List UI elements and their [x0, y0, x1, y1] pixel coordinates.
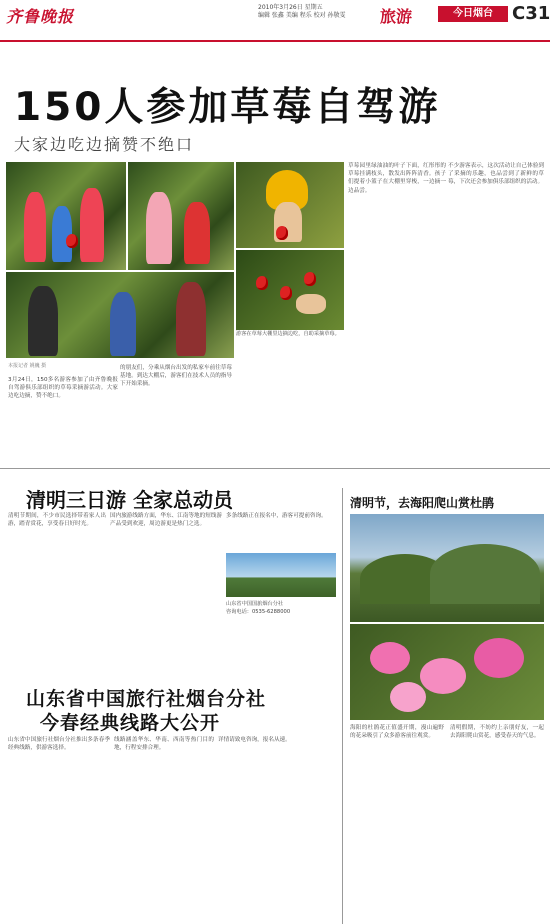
lead-body-col1: 3月24日，150多名游客参加了由齐鲁晚报自驾游俱乐部组织的草莓采摘游活动。大家边吃边摘，赞不绝口。 — [8, 377, 118, 400]
story3-title-line1: 山东省中国旅行社烟台分社 — [26, 688, 267, 710]
lead-body-col2: 的朋友们，分乘从烟台出发的私家车前往草莓基地。到达大棚后，游客们在技术人员的指导下开始采摘。 — [120, 365, 232, 388]
sidebar-body-col1: 海阳的杜鹃花正值盛开期，漫山遍野的花朵吸引了众多游客前往观赏。 — [350, 725, 444, 740]
lead-body-col4: 不少游客表示，这次活动让自己体验到了采摘的乐趣，也品尝到了新鲜的草莓，下次还会参加俱乐部组织的活动。 — [448, 163, 544, 186]
story2-body-col2: 国内旅游线路方面，华东、江南等地的短线游产品受到欢迎，周边游更是热门之选。 — [110, 513, 222, 528]
date-line — [258, 4, 346, 20]
lead-photo-credit: 本报记者 姚巍 摄 — [8, 363, 47, 369]
lead-photo-caption: 游客在草莓大棚里边摘边吃，自助采摘草莓。 — [236, 331, 340, 337]
section-divider — [0, 468, 550, 469]
ad-contact — [226, 600, 336, 636]
photo-mountain-view — [350, 514, 544, 622]
story3-body-col1: 山东省中国旅行社烟台分社推出多条春季经典线路，供游客选择。 — [8, 737, 110, 752]
lead-headline: 150人参加草莓自驾游 — [14, 85, 441, 130]
photo-greenhouse-children — [128, 162, 234, 270]
issue-date: 2010年3月26日 星期五 — [258, 4, 323, 11]
photo-girl-strawberry — [236, 162, 344, 248]
photo-azalea-flowers — [350, 624, 544, 720]
page-number: C31 — [512, 3, 550, 24]
story3-title-line2: 今春经典线路大公开 — [40, 712, 221, 734]
story2-body-col3: 多条线路正在报名中，游客可提前咨询。 — [226, 513, 327, 519]
section-name: 旅游 — [380, 7, 413, 26]
story3-body-col2: 线路涵盖华东、华南、西南等热门目的地，行程安排合理。 — [114, 737, 214, 752]
photo-greenhouse-family — [6, 162, 126, 270]
photo-strawberry-hands — [236, 250, 344, 330]
ad-line1: 山东省中国国旅烟台分社 — [226, 601, 284, 607]
ad-line2: 咨询电话：0535-6288000 — [226, 609, 291, 616]
header-rule — [0, 40, 550, 42]
sidebar-divider — [342, 488, 343, 924]
photo-greenhouse-picking — [6, 272, 234, 358]
section-bar: 今日烟台 — [438, 6, 508, 22]
story2-title: 清明三日游 全家总动员 — [26, 488, 233, 512]
lead-subheadline: 大家边吃边摘赞不绝口 — [14, 135, 195, 154]
editors-line: 编辑 张鑫 美编 程乐 校对 孙敬雯 — [258, 12, 346, 19]
sidebar-title: 清明节，去海阳爬山赏杜鹃 — [350, 496, 495, 510]
photo-lake-scenery — [226, 553, 336, 597]
sidebar-body-col2: 清明假期，不妨约上亲朋好友，一起去海阳爬山赏花，感受春天的气息。 — [450, 725, 544, 740]
newspaper-logo: 齐鲁晚报 — [6, 7, 75, 26]
lead-body-col3: 草莓园里绿油油的叶子下面，红彤彤的草莓挂满枝头，散发出阵阵清香。孩子们提着小篮子在大棚里穿梭，一边摘一边品尝。 — [348, 163, 446, 194]
story2-body-col1: 清明节期间，不少市民选择带着家人出游，踏青赏花，享受春日好时光。 — [8, 513, 106, 528]
story3-body-col3: 详情请致电咨询，报名从速。 — [218, 737, 291, 743]
